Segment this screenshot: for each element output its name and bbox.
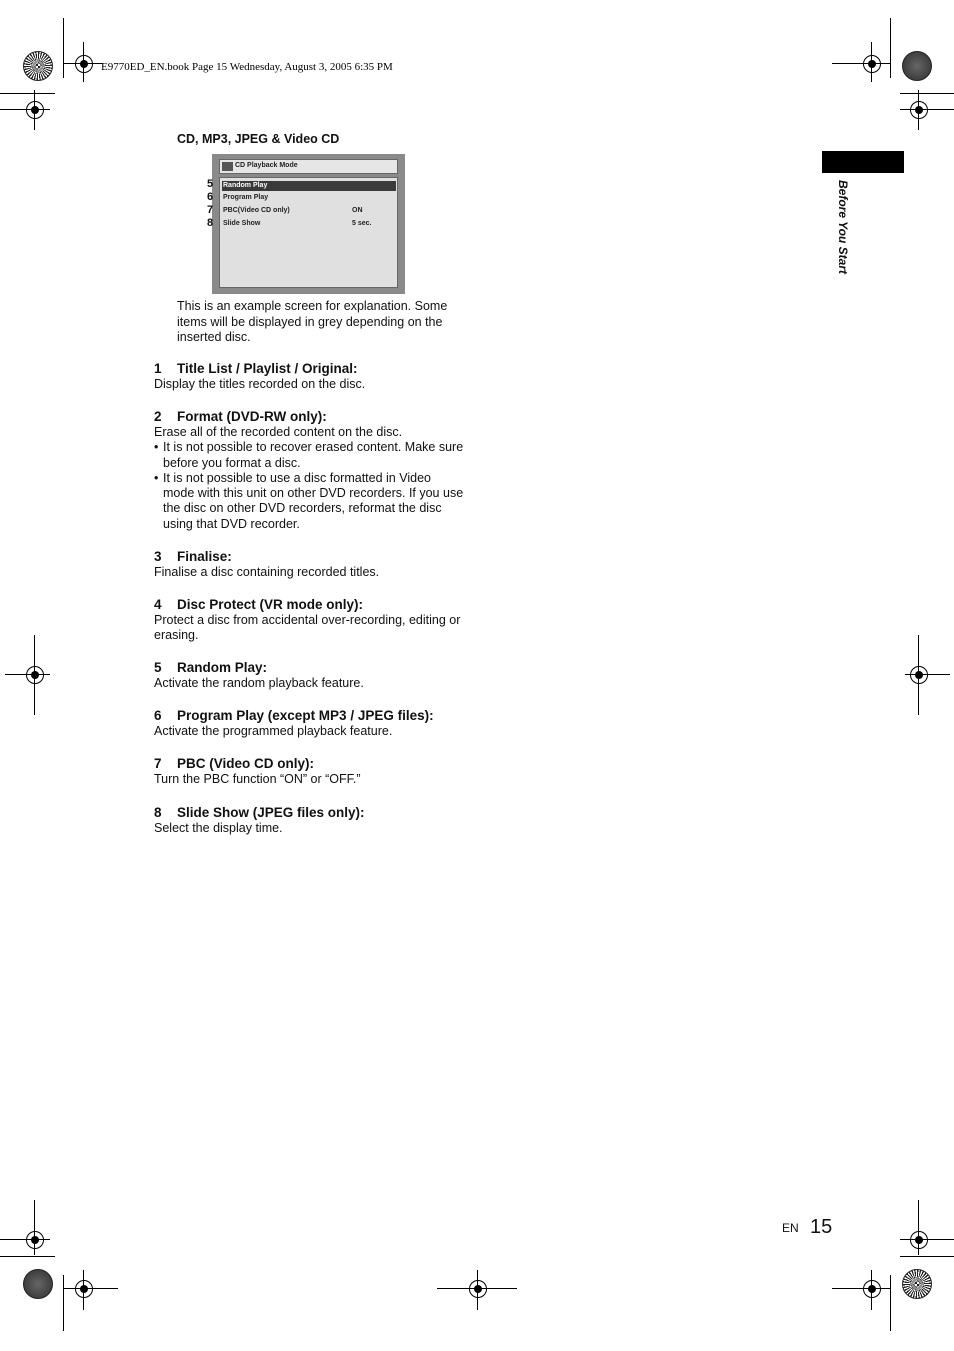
crosshair-target-icon <box>910 1231 928 1249</box>
crosshair-target-icon <box>910 101 928 119</box>
list-item: • It is not possible to use a disc formatted in Video mode with this unit on other DVD recorders. If you use the disc on other DVD recorders, reformat the disc using that DVD recorder. <box>154 471 464 532</box>
item-description: Activate the programmed playback feature. <box>154 724 393 738</box>
osd-item-value: ON <box>352 207 363 214</box>
osd-menu <box>219 177 398 288</box>
item-heading: 2 Format (DVD-RW only): <box>154 409 327 424</box>
item-finalise <box>154 548 464 580</box>
registration-burst-icon <box>902 1269 932 1299</box>
item-title-list <box>154 360 464 392</box>
item-heading: 3 Finalise: <box>154 549 232 564</box>
crosshair-target-icon <box>75 1280 93 1298</box>
crosshair-target-icon <box>910 666 928 684</box>
registration-burst-icon <box>23 1269 53 1299</box>
crosshair-target-icon <box>863 55 881 73</box>
osd-item-label: PBC(Video CD only) <box>223 207 290 214</box>
osd-item-label: Slide Show <box>223 220 261 227</box>
item-disc-protect <box>154 596 464 644</box>
item-heading: 1 Title List / Playlist / Original: <box>154 361 358 376</box>
item-description: Turn the PBC function “ON” or “OFF.” <box>154 772 361 786</box>
callout-number: 7 <box>207 204 214 216</box>
item-bullets <box>154 440 464 532</box>
osd-item-label: Random Play <box>223 182 268 189</box>
item-format <box>154 408 464 532</box>
osd-title-bar <box>219 159 398 174</box>
item-program-play <box>154 707 464 739</box>
item-heading: 6 Program Play (except MP3 / JPEG files): <box>154 708 434 723</box>
item-description: Finalise a disc containing recorded titles. <box>154 565 380 579</box>
item-heading: 7 PBC (Video CD only): <box>154 756 315 771</box>
registration-burst-icon <box>23 51 53 81</box>
osd-title: CD Playback Mode <box>235 162 298 169</box>
section-title: CD, MP3, JPEG & Video CD <box>177 132 340 146</box>
crosshair-target-icon <box>26 101 44 119</box>
screen-caption: This is an example screen for explanation. Some items will be displayed in grey depending on the inserted disc. <box>177 299 448 344</box>
chapter-tab <box>822 151 904 173</box>
osd-menu-item-program-play[interactable] <box>222 193 396 203</box>
callout-number: 5 <box>207 178 214 190</box>
item-heading: 8 Slide Show (JPEG files only): <box>154 805 365 820</box>
crosshair-target-icon <box>26 666 44 684</box>
osd-menu-item-random-play[interactable] <box>222 181 396 191</box>
crosshair-target-icon <box>75 55 93 73</box>
item-description: Display the titles recorded on the disc. <box>154 377 366 391</box>
book-file-info: E9770ED_EN.book Page 15 Wednesday, August 3, 2005 6:35 PM <box>101 61 393 73</box>
item-heading: 5 Random Play: <box>154 660 268 675</box>
item-description: Activate the random playback feature. <box>154 676 364 690</box>
item-description: Select the display time. <box>154 821 283 835</box>
osd-menu-item-pbc[interactable] <box>222 206 396 216</box>
item-description: Protect a disc from accidental over-recording, editing or erasing. <box>154 613 461 643</box>
callout-number: 8 <box>207 217 214 229</box>
disc-icon <box>222 162 233 171</box>
osd-item-label: Program Play <box>223 194 269 201</box>
list-item: • It is not possible to recover erased content. Make sure before you format a disc. <box>154 440 464 471</box>
crosshair-target-icon <box>26 1231 44 1249</box>
page-number: 15 <box>810 1216 833 1238</box>
crosshair-target-icon <box>469 1280 487 1298</box>
osd-item-value: 5 sec. <box>352 220 372 227</box>
item-heading: 4 Disc Protect (VR mode only): <box>154 597 364 612</box>
registration-burst-icon <box>902 51 932 81</box>
item-random-play <box>154 659 464 691</box>
item-pbc <box>154 755 464 787</box>
osd-menu-item-slide-show[interactable] <box>222 219 396 229</box>
item-description: Erase all of the recorded content on the disc. <box>154 425 403 439</box>
crosshair-target-icon <box>863 1280 881 1298</box>
language-code: EN <box>782 1221 799 1235</box>
chapter-label: Before You Start <box>836 180 850 275</box>
item-slide-show <box>154 804 464 836</box>
callout-number: 6 <box>207 191 214 203</box>
